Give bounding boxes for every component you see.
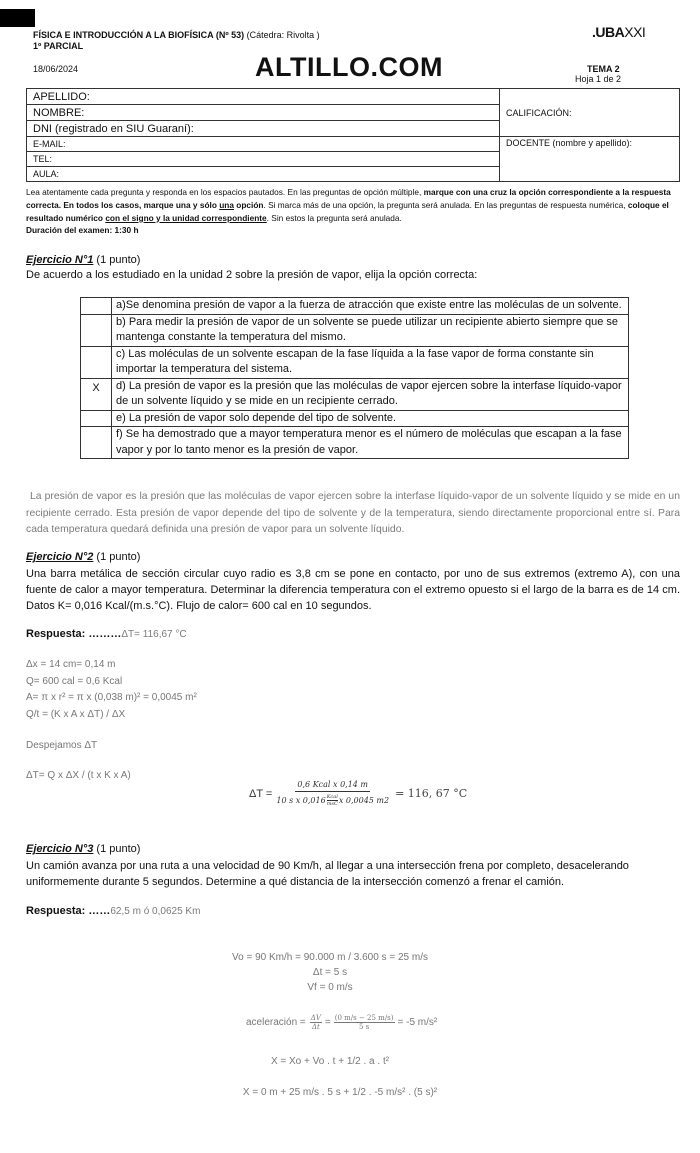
acc-fraction-2: $\frac{(0 m/s - 25 m/s)}{5 s}$ [334,1014,394,1031]
student-info-table [26,88,680,182]
ex2-work-line: Q= 600 cal = 0,6 Kcal [26,675,123,687]
course-name: FÍSICA E INTRODUCCIÓN A LA BIOFÍSICA (Nº 53) [33,30,245,40]
ex2-work-line: Δx = 14 cm= 0,14 m [26,659,116,670]
ex2-fraction: 0,6 Kcal x 0,14 m 10 s x 0,016 Kcal msC x 0,0045 m2 [276,780,390,807]
ex2-work [26,657,197,723]
ex3-title: Ejercicio N°3 (1 punto) [26,843,141,855]
ex1-explanation: La presión de vapor es la presión que las moléculas de vapor ejercen sobre la interfase líquido-vapor de un solvente líquido y se mide en un recipiente cerrado. Esta presión de vapor depende del tipo de solvente y de la temperatura, siendo directamente proporcional entre sí. Para cada temperatura quedará definida una presión de vapor para un solvente líquido. [26,491,680,535]
ex1-option-row[interactable] [81,298,629,315]
docente-field[interactable]: DOCENTE (nombre y apellido): [500,137,680,182]
ex3-work-line: Vo = 90 Km/h = 90.000 m / 3.600 s = 25 m/s [232,952,428,963]
option-text: d) La presión de vapor es la presión que las moléculas de vapor ejercen sobre la interfase líquido-vapor de un solvente líquido y se mide en un recipiente cerrado. [112,378,629,410]
option-checkbox[interactable] [81,427,112,459]
exam-date: 18/06/2024 [33,64,79,74]
ex1-prompt: De acuerdo a los estudiado en la unidad 2 sobre la presión de vapor, elija la opción correcta: [26,269,478,281]
catedra: (Cátedra: Rivolta ) [246,30,320,40]
ex1-option-row[interactable] [81,346,629,378]
ex2-work-line: A= π x r² = π x (0,038 m)² = 0,0045 m² [26,692,197,703]
ex2-formula: ΔT= Q x ΔX / (t x K x A) [26,770,131,781]
ex3-prompt: Un camión avanza por una ruta a una velocidad de 90 Km/h, al llegar a una intersección frena por completo, desacelerando uniformemente durante 5 segundos. Determine a qué distancia de la intersección comenzó a frenar el camión. [26,860,629,888]
ex1-option-row[interactable] [81,410,629,427]
ex2-prompt: Una barra metálica de sección circular cuyo radio es 3,8 cm se pone en contacto, por uno de sus extremos (extremo A), con una fuente de calor a mayor temperatura. Determinar la diferencia temperatura con el extremo opuesto si el largo de la barra es de 14 cm. Datos K= 0,016 Kcal/(m.s.°C). Flujo de calor= 600 cal en 10 segundos. [26,568,680,612]
apellido-field[interactable]: APELLIDO: [27,89,500,105]
course-title [33,30,320,40]
hoja-label: Hoja 1 de 2 [575,74,622,84]
ex3-answer: Respuesta: ……62,5 m ó 0,0625 Km [26,905,201,917]
ex3-work-line: Vf = 0 m/s [307,982,353,993]
ex3-work [0,950,660,995]
option-text: f) Se ha demostrado que a mayor temperatura menor es el número de moléculas que escapan a la fase vapor y por lo tanto menor es la presión de vapor. [112,427,629,459]
ex2-equation: ΔT = 0,6 Kcal x 0,14 m 10 s x 0,016 Kcal msC x 0,0045 m2 = 116, 67 °C [249,780,468,807]
ex1-option-row[interactable] [81,427,629,459]
ex1-option-row[interactable] [81,314,629,346]
tema-label: TEMA 2 [587,64,620,74]
option-checkbox[interactable] [81,346,112,378]
option-text: b) Para medir la presión de vapor de un solvente se puede utilizar un recipiente abierto siempre que se mantenga constante la temperatura del mismo. [112,314,629,346]
ex2-title: Ejercicio N°2 (1 punto) [26,551,141,563]
tel-field[interactable]: TEL: [27,152,500,167]
option-checkbox[interactable]: X [81,378,112,410]
ex1-options-table [80,297,629,459]
instructions: Lea atentamente cada pregunta y responda en los espacios pautados. En las preguntas de opción múltiple, marque con una cruz la opción correspondiente a la respuesta correcta. En todos los casos, marque una y sólo una opción. Si marca más de una opción, la pregunta será anulada. En las preguntas de respuesta numérica, coloque el resultado numérico con el signo y la unidad correspondiente. Sin estos la pregunta será anulada. [26,187,671,223]
ex3-work-line: Δt = 5 s [312,967,348,978]
uba-xxi-logo: .UBAXXI [592,24,646,40]
aula-field[interactable]: AULA: [27,167,500,182]
option-checkbox[interactable] [81,298,112,315]
option-checkbox[interactable] [81,314,112,346]
email-field[interactable]: E-MAIL: [27,137,500,152]
ex3-equation-2: X = 0 m + 25 m/s . 5 s + 1/2 . -5 m/s² . (5 s)² [242,1087,438,1098]
brand-watermark: ALTILLO.COM [255,52,443,82]
nombre-field[interactable]: NOMBRE: [27,105,500,121]
option-text: c) Las moléculas de un solvente escapan de la fase líquida a la fase vapor de forma constante sin importar la temperatura del sistema. [112,346,629,378]
calificacion-field[interactable]: CALIFICACIÓN: [500,89,680,137]
exam-name: 1º PARCIAL [33,41,84,51]
exam-duration: Duración del examen: 1:30 h [26,225,139,235]
option-checkbox[interactable] [81,410,112,427]
ex1-option-row[interactable] [81,378,629,410]
ex3-equation-1: X = Xo + Vo . t + 1/2 . a . t² [270,1056,390,1067]
ex2-answer: Respuesta: ………ΔT= 116,67 °C [26,628,187,640]
acc-fraction-1: $\frac{\Delta V}{\Delta t}$ [310,1014,321,1031]
ex3-acceleration: aceleración = $\frac{\Delta V}{\Delta t}$ = $\frac{(0 m/s - 25 m/s)}{5 s}$ = -5 m/s² [246,1014,438,1031]
ex2-despejamos: Despejamos ΔT [26,740,98,751]
ex1-title: Ejercicio N°1 (1 punto) [26,254,141,266]
redaction-box [0,9,35,27]
dni-field[interactable]: DNI (registrado en SIU Guaraní): [27,121,500,137]
option-text: a)Se denomina presión de vapor a la fuerza de atracción que existe entre las moléculas de un solvente. [112,298,629,315]
option-text: e) La presión de vapor solo depende del tipo de solvente. [112,410,629,427]
ex2-work-line: Q/t = (K x A x ΔT) / ΔX [26,708,126,720]
